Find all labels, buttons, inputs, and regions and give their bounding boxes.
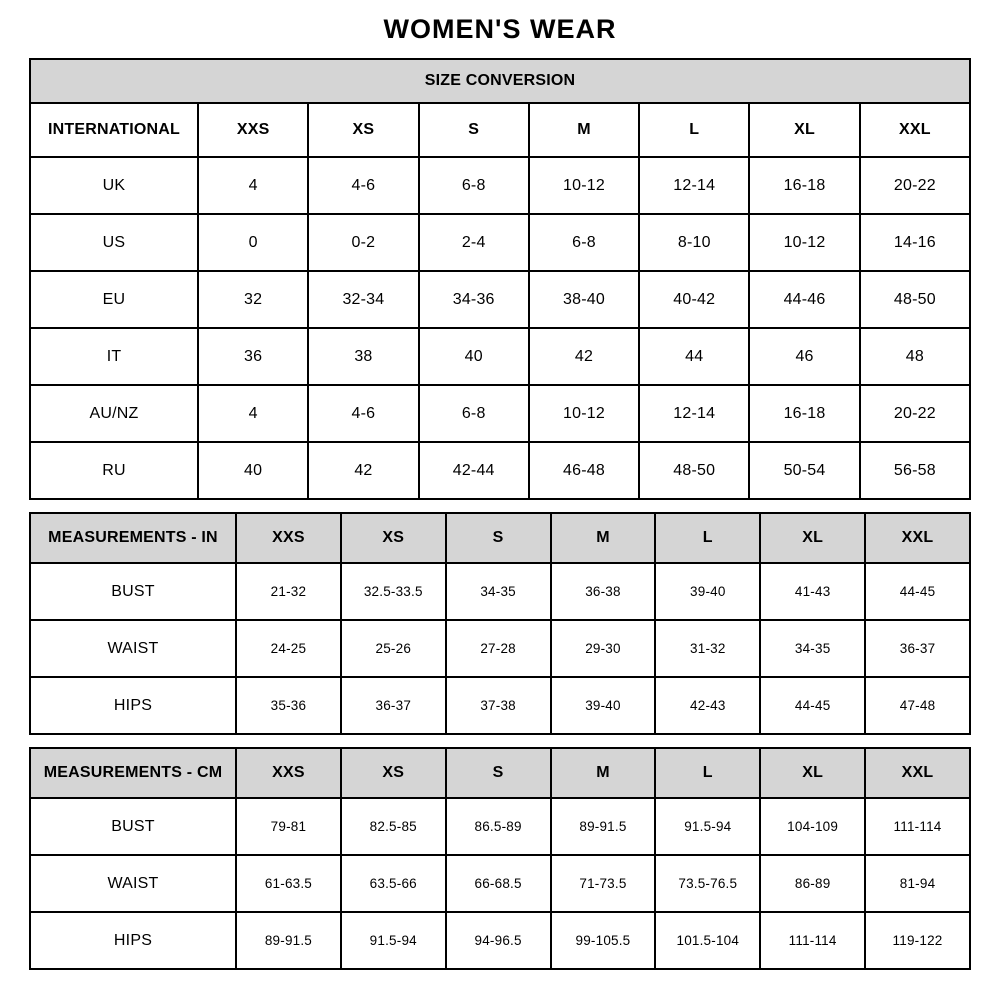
measurements-in-value-cell: 35-36 [236, 677, 341, 734]
size-conversion-value-cell: 6-8 [419, 157, 529, 214]
measurements-in-header-cell: XS [341, 513, 446, 563]
measurements-cm-row-label: WAIST [30, 855, 236, 912]
measurements-cm-value-cell: 63.5-66 [341, 855, 446, 912]
size-conversion-header-cell: L [639, 103, 749, 157]
size-conversion-value-cell: 2-4 [419, 214, 529, 271]
measurements-in-value-cell: 32.5-33.5 [341, 563, 446, 620]
size-conversion-value-cell: 40-42 [639, 271, 749, 328]
size-conversion-value-cell: 6-8 [529, 214, 639, 271]
measurements-in-value-cell: 37-38 [446, 677, 551, 734]
measurements-cm-value-cell: 61-63.5 [236, 855, 341, 912]
measurements-cm-value-cell: 94-96.5 [446, 912, 551, 969]
size-conversion-value-cell: 4 [198, 385, 308, 442]
measurements-cm-value-cell: 73.5-76.5 [655, 855, 760, 912]
size-conversion-row [30, 385, 970, 442]
size-conversion-value-cell: 34-36 [419, 271, 529, 328]
size-conversion-header-cell: XXL [860, 103, 970, 157]
size-conversion-value-cell: 40 [198, 442, 308, 499]
size-conversion-value-cell: 42-44 [419, 442, 529, 499]
size-conversion-value-cell: 16-18 [749, 157, 859, 214]
size-conversion-row [30, 328, 970, 385]
measurements-in-value-cell: 41-43 [760, 563, 865, 620]
measurements-in-row-label: HIPS [30, 677, 236, 734]
measurements-cm-row [30, 912, 970, 969]
size-conversion-value-cell: 20-22 [860, 157, 970, 214]
size-conversion-header-row [30, 103, 970, 157]
size-conversion-value-cell: 42 [308, 442, 418, 499]
size-conversion-row [30, 214, 970, 271]
measurements-in-value-cell: 39-40 [655, 563, 760, 620]
measurements-in-row-label: BUST [30, 563, 236, 620]
measurements-cm-row-label: BUST [30, 798, 236, 855]
size-conversion-header-cell: XS [308, 103, 418, 157]
size-conversion-row-label: IT [30, 328, 198, 385]
measurements-cm-table [29, 747, 971, 970]
size-conversion-row-label: RU [30, 442, 198, 499]
size-conversion-row [30, 271, 970, 328]
size-conversion-value-cell: 38-40 [529, 271, 639, 328]
size-conversion-title-row [30, 59, 970, 103]
size-conversion-row [30, 157, 970, 214]
measurements-cm-value-cell: 86-89 [760, 855, 865, 912]
measurements-cm-value-cell: 79-81 [236, 798, 341, 855]
measurements-in-value-cell: 39-40 [551, 677, 656, 734]
size-conversion-value-cell: 12-14 [639, 157, 749, 214]
measurements-cm-value-cell: 82.5-85 [341, 798, 446, 855]
measurements-in-header-cell: XXL [865, 513, 970, 563]
size-conversion-value-cell: 44 [639, 328, 749, 385]
measurements-cm-header-cell: M [551, 748, 656, 798]
measurements-in-value-cell: 44-45 [865, 563, 970, 620]
measurements-cm-value-cell: 101.5-104 [655, 912, 760, 969]
size-conversion-value-cell: 12-14 [639, 385, 749, 442]
measurements-in-value-cell: 34-35 [446, 563, 551, 620]
measurements-in-value-cell: 36-38 [551, 563, 656, 620]
measurements-in-header-cell: L [655, 513, 760, 563]
size-conversion-value-cell: 48-50 [860, 271, 970, 328]
size-conversion-value-cell: 32 [198, 271, 308, 328]
measurements-in-header-cell: MEASUREMENTS - IN [30, 513, 236, 563]
size-conversion-value-cell: 20-22 [860, 385, 970, 442]
page-title: WOMEN'S WEAR [383, 14, 617, 44]
size-conversion-value-cell: 0-2 [308, 214, 418, 271]
measurements-cm-value-cell: 104-109 [760, 798, 865, 855]
measurements-in-value-cell: 36-37 [341, 677, 446, 734]
size-conversion-header-cell: XXS [198, 103, 308, 157]
size-conversion-value-cell: 32-34 [308, 271, 418, 328]
measurements-in-value-cell: 24-25 [236, 620, 341, 677]
size-conversion-value-cell: 4-6 [308, 157, 418, 214]
measurements-in-value-cell: 29-30 [551, 620, 656, 677]
size-conversion-header-cell: INTERNATIONAL [30, 103, 198, 157]
measurements-in-value-cell: 21-32 [236, 563, 341, 620]
measurements-cm-row-label: HIPS [30, 912, 236, 969]
measurements-in-header-cell: XL [760, 513, 865, 563]
measurements-in-value-cell: 25-26 [341, 620, 446, 677]
size-conversion-value-cell: 14-16 [860, 214, 970, 271]
size-conversion-value-cell: 10-12 [529, 157, 639, 214]
size-conversion-header-cell: XL [749, 103, 859, 157]
tables-container [29, 58, 971, 970]
measurements-cm-header-cell: MEASUREMENTS - CM [30, 748, 236, 798]
size-conversion-value-cell: 40 [419, 328, 529, 385]
size-conversion-value-cell: 6-8 [419, 385, 529, 442]
size-conversion-value-cell: 48-50 [639, 442, 749, 499]
size-conversion-value-cell: 46-48 [529, 442, 639, 499]
size-conversion-header-cell: M [529, 103, 639, 157]
measurements-cm-header-cell: L [655, 748, 760, 798]
measurements-cm-value-cell: 99-105.5 [551, 912, 656, 969]
measurements-in-row [30, 563, 970, 620]
measurements-in-table [29, 512, 971, 735]
measurements-cm-header-cell: S [446, 748, 551, 798]
measurements-cm-row [30, 798, 970, 855]
size-conversion-header-cell: S [419, 103, 529, 157]
size-conversion-row-label: EU [30, 271, 198, 328]
measurements-cm-value-cell: 66-68.5 [446, 855, 551, 912]
measurements-in-value-cell: 47-48 [865, 677, 970, 734]
measurements-cm-value-cell: 119-122 [865, 912, 970, 969]
size-conversion-value-cell: 10-12 [529, 385, 639, 442]
measurements-cm-value-cell: 81-94 [865, 855, 970, 912]
measurements-cm-header-cell: XXS [236, 748, 341, 798]
size-conversion-row [30, 442, 970, 499]
measurements-in-row [30, 620, 970, 677]
measurements-cm-header-cell: XS [341, 748, 446, 798]
measurements-cm-header-cell: XXL [865, 748, 970, 798]
size-conversion-value-cell: 46 [749, 328, 859, 385]
measurements-in-header-cell: XXS [236, 513, 341, 563]
measurements-in-value-cell: 36-37 [865, 620, 970, 677]
size-conversion-row-label: AU/NZ [30, 385, 198, 442]
measurements-in-value-cell: 31-32 [655, 620, 760, 677]
measurements-cm-value-cell: 86.5-89 [446, 798, 551, 855]
measurements-cm-row [30, 855, 970, 912]
measurements-cm-value-cell: 91.5-94 [341, 912, 446, 969]
size-conversion-table [29, 58, 971, 500]
size-conversion-row-label: UK [30, 157, 198, 214]
size-conversion-value-cell: 4 [198, 157, 308, 214]
size-conversion-value-cell: 38 [308, 328, 418, 385]
measurements-cm-value-cell: 111-114 [865, 798, 970, 855]
measurements-in-row [30, 677, 970, 734]
size-conversion-value-cell: 56-58 [860, 442, 970, 499]
measurements-cm-value-cell: 89-91.5 [236, 912, 341, 969]
measurements-in-value-cell: 27-28 [446, 620, 551, 677]
size-conversion-value-cell: 16-18 [749, 385, 859, 442]
measurements-in-value-cell: 42-43 [655, 677, 760, 734]
size-conversion-title: SIZE CONVERSION [30, 59, 970, 103]
measurements-cm-value-cell: 89-91.5 [551, 798, 656, 855]
measurements-in-header-cell: S [446, 513, 551, 563]
measurements-in-row-label: WAIST [30, 620, 236, 677]
size-conversion-value-cell: 0 [198, 214, 308, 271]
measurements-cm-header-cell: XL [760, 748, 865, 798]
measurements-in-value-cell: 44-45 [760, 677, 865, 734]
size-conversion-value-cell: 48 [860, 328, 970, 385]
measurements-cm-value-cell: 111-114 [760, 912, 865, 969]
size-conversion-value-cell: 10-12 [749, 214, 859, 271]
size-conversion-row-label: US [30, 214, 198, 271]
measurements-cm-value-cell: 71-73.5 [551, 855, 656, 912]
size-conversion-value-cell: 50-54 [749, 442, 859, 499]
measurements-in-value-cell: 34-35 [760, 620, 865, 677]
measurements-in-header-cell: M [551, 513, 656, 563]
size-conversion-value-cell: 42 [529, 328, 639, 385]
size-conversion-value-cell: 44-46 [749, 271, 859, 328]
measurements-in-header-row [30, 513, 970, 563]
measurements-cm-header-row [30, 748, 970, 798]
size-conversion-value-cell: 4-6 [308, 385, 418, 442]
size-conversion-value-cell: 8-10 [639, 214, 749, 271]
size-conversion-value-cell: 36 [198, 328, 308, 385]
measurements-cm-value-cell: 91.5-94 [655, 798, 760, 855]
